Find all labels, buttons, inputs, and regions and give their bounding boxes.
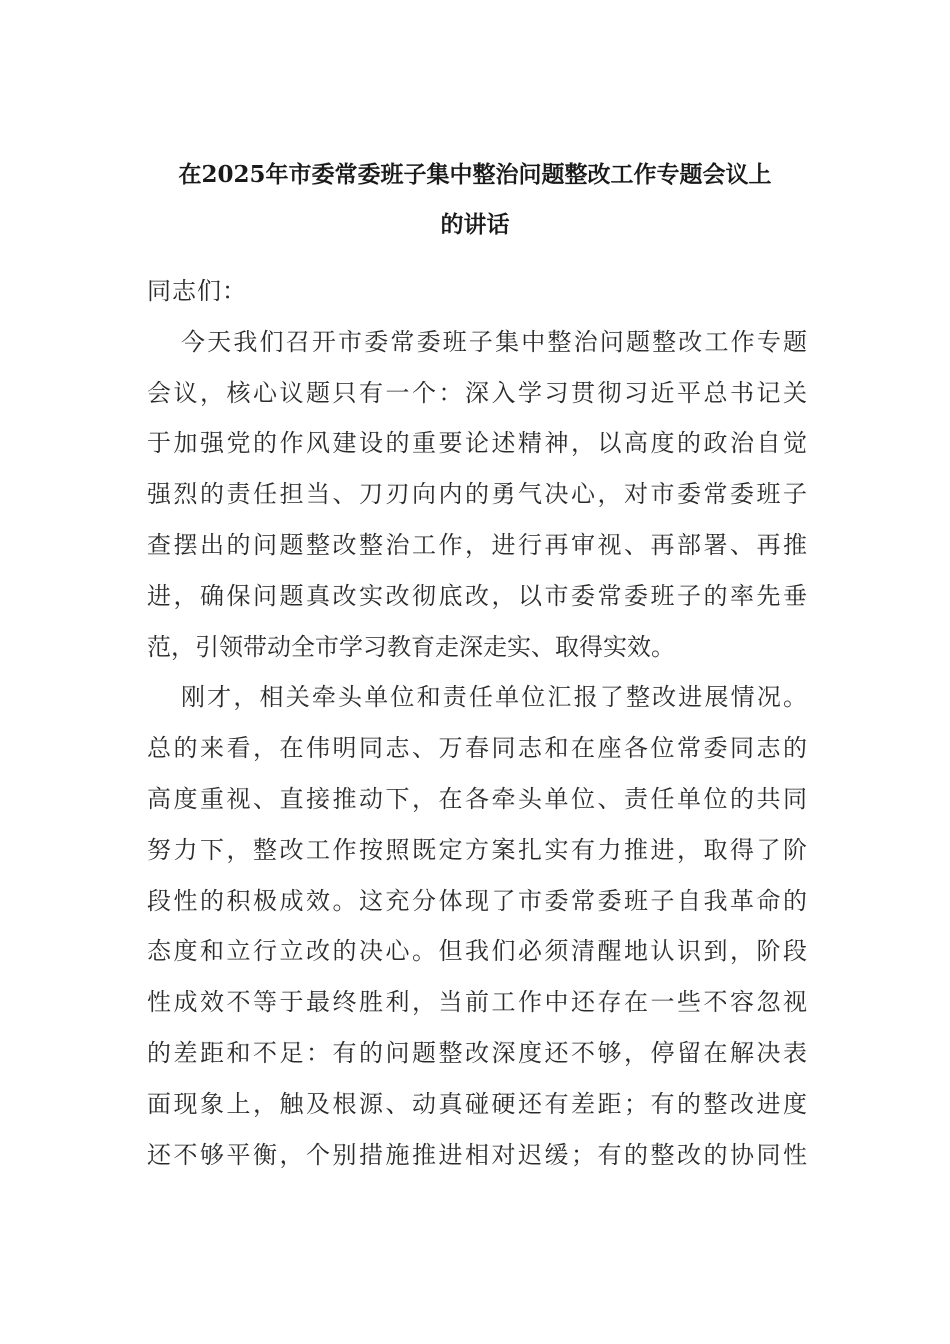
paragraph-line: 于加强党的作风建设的重要论述精神，以高度的政治自觉 (147, 429, 807, 458)
paragraph-line: 还不够平衡，个别措施推进相对迟缓；有的整改的协同性 (147, 1140, 807, 1169)
paragraph-line: 刚才，相关牵头单位和责任单位汇报了整改进展情况。 (181, 683, 807, 712)
paragraph-2 (147, 672, 807, 1180)
paragraph-line: 查摆出的问题整改整治工作，进行再审视、再部署、再推 (147, 530, 807, 559)
document-title (130, 150, 820, 250)
paragraph-line: 努力下，整改工作按照既定方案扎实有力推进，取得了阶 (147, 835, 807, 864)
paragraph-line: 段性的积极成效。这充分体现了市委常委班子自我革命的 (147, 886, 807, 915)
document-body (147, 266, 807, 1180)
paragraph-line: 态度和立行立改的决心。但我们必须清醒地认识到，阶段 (147, 937, 807, 966)
paragraph-line: 面现象上，触及根源、动真碰硬还有差距；有的整改进度 (147, 1089, 807, 1118)
paragraph-line: 范，引领带动全市学习教育走深走实、取得实效。 (147, 632, 675, 661)
paragraph-line: 进，确保问题真改实改彻底改，以市委常委班子的率先垂 (147, 581, 807, 610)
paragraph-line: 性成效不等于最终胜利，当前工作中还存在一些不容忽视 (147, 988, 807, 1017)
title-line-2: 的讲话 (440, 211, 510, 238)
paragraph-line: 总的来看，在伟明同志、万春同志和在座各位常委同志的 (147, 734, 807, 763)
paragraph-line: 强烈的责任担当、刀刃向内的勇气决心，对市委常委班子 (147, 480, 807, 509)
salutation: 同志们： (147, 277, 247, 305)
title-line-1: 在2025年市委常委班子集中整治问题整改工作专题会议上 (178, 161, 772, 188)
paragraph-1 (147, 317, 807, 673)
paragraph-line: 会议，核心议题只有一个：深入学习贯彻习近平总书记关 (147, 378, 807, 407)
paragraph-line: 今天我们召开市委常委班子集中整治问题整改工作专题 (181, 327, 807, 356)
paragraph-line: 高度重视、直接推动下，在各牵头单位、责任单位的共同 (147, 784, 807, 813)
paragraph-line: 的差距和不足：有的问题整改深度还不够，停留在解决表 (147, 1038, 807, 1067)
